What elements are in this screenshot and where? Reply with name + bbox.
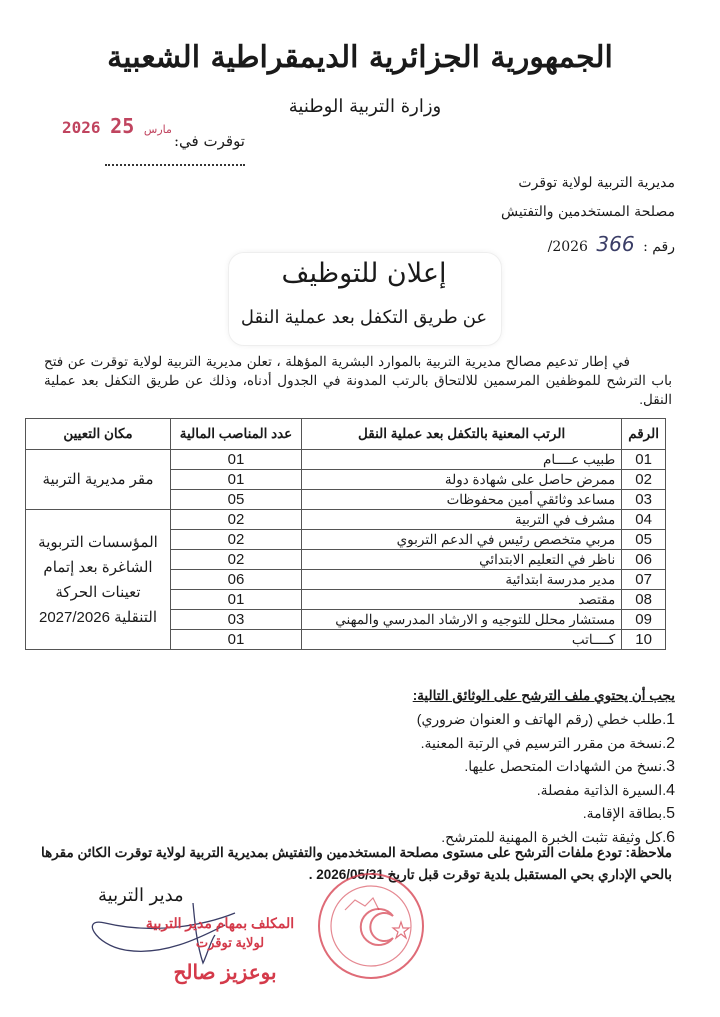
reference-number	[548, 232, 675, 256]
row-count: 01	[171, 630, 302, 650]
row-number: 01	[622, 450, 666, 470]
row-number: 06	[622, 550, 666, 570]
row-place: مقر مديرية التربية	[26, 450, 171, 510]
header-count: عدد المناصب المالية	[171, 419, 302, 450]
stamp-line-1: المكلف بمهام مدير التربية	[145, 915, 295, 931]
date-dotted-line	[105, 154, 245, 166]
requirement-text: نسخة من مقرر الترسيم في الرتبة المعنية.	[420, 734, 663, 751]
row-rank: مربي متخصص رئيس في الدعم التربوي	[302, 530, 622, 550]
directorate-name: مديرية التربية لولاية توقرت	[518, 175, 675, 191]
intro-paragraph: في إطار تدعيم مصالح مديرية التربية بالموارد البشرية المؤهلة ، تعلن مديرية التربية لولاية توقرت عن فتح باب الترشح للموظفين المرسمين للالتحاق بالرتب المدونة في الجدول أدناه، وذلك عن طريق التكفل بعد عملية النقل.	[44, 354, 672, 407]
place-date-label: توقرت في:	[174, 132, 245, 150]
row-rank: مدير مدرسة ابتدائية	[302, 570, 622, 590]
row-count: 02	[171, 510, 302, 530]
header-rank: الرتب المعنية بالتكفل بعد عملية النقل	[302, 419, 622, 450]
row-number: 04	[622, 510, 666, 530]
requirements-list	[417, 708, 675, 849]
table-row	[26, 510, 666, 530]
row-count: 06	[171, 570, 302, 590]
row-number: 05	[622, 530, 666, 550]
row-number: 07	[622, 570, 666, 590]
row-count: 02	[171, 530, 302, 550]
requirement-item	[417, 779, 675, 803]
place-date	[40, 132, 245, 168]
announcement-title: إعلان للتوظيف	[281, 258, 447, 289]
director-title: مدير التربية	[98, 885, 184, 906]
row-number: 02	[622, 470, 666, 490]
requirement-item	[417, 755, 675, 779]
row-place: المؤسسات التربوية الشاغرة بعد إتمام تعينات الحركة التنقلية 2027/2026	[26, 510, 171, 650]
table-row	[26, 450, 666, 470]
requirement-number: 4	[666, 781, 675, 799]
requirement-item	[417, 708, 675, 732]
requirement-separator: .	[662, 805, 667, 821]
ministry-heading: وزارة التربية الوطنية	[288, 96, 442, 117]
official-seal-icon	[315, 870, 427, 982]
stamp-line-2: لولاية توقرت	[195, 935, 265, 950]
requirement-text: كل وثيقة تثبت الخبرة المهنية للمترشح.	[441, 828, 663, 845]
requirement-item	[417, 802, 675, 826]
requirement-number: 6	[666, 828, 675, 846]
row-count: 05	[171, 490, 302, 510]
row-number: 09	[622, 610, 666, 630]
row-count: 02	[171, 550, 302, 570]
requirements-heading: يجب أن يحتوي ملف الترشح على الوثائق التالية:	[412, 688, 675, 703]
date-stamp-day: 25	[110, 114, 135, 138]
row-rank: ناظر في التعليم الابتدائي	[302, 550, 622, 570]
row-rank: مستشار محلل للتوجيه و الارشاد المدرسي والمهني	[302, 610, 622, 630]
ref-year: 2026/	[547, 239, 588, 255]
header-place: مكان التعيين	[26, 419, 171, 450]
row-number: 08	[622, 590, 666, 610]
requirement-separator: .	[662, 711, 667, 727]
requirement-separator: .	[662, 758, 667, 774]
requirement-number: 1	[666, 711, 675, 728]
row-rank: مقتصد	[302, 590, 622, 610]
date-stamp-year: 2026	[62, 118, 101, 137]
row-count: 03	[171, 610, 302, 630]
row-number: 03	[622, 490, 666, 510]
date-stamp-month: مارس	[143, 123, 172, 136]
requirement-item	[417, 732, 675, 756]
announcement-subtitle: عن طريق التكفل بعد عملية النقل	[240, 307, 488, 327]
note-label: ملاحظة:	[625, 845, 672, 860]
row-count: 01	[171, 470, 302, 490]
header-number: الرقم	[622, 419, 666, 450]
row-rank: مساعد وثائقي أمين محفوظات	[302, 490, 622, 510]
note-text: تودع ملفات الترشح على مستوى مصلحة المستخدمين والتفتيش بمديرية التربية لولاية توقرت الكائن مقرها بالحي الإداري بحي المستقبل بلدية توقرت قبل تاريخ 2026/05/31 .	[40, 845, 672, 882]
row-rank: ممرض حاصل على شهادة دولة	[302, 470, 622, 490]
ref-number-handwritten: 366	[596, 232, 635, 256]
positions-table	[25, 418, 666, 650]
row-rank: طبيب عــــام	[302, 450, 622, 470]
requirement-separator: .	[662, 734, 667, 751]
service-name: مصلحة المستخدمين والتفتيش	[501, 204, 675, 220]
requirement-separator: .	[662, 828, 667, 845]
requirement-text: نسخ من الشهادات المتحصل عليها.	[464, 758, 663, 774]
ref-label: رقم :	[643, 239, 675, 255]
requirement-separator: .	[662, 781, 667, 798]
requirement-text: طلب خطي (رقم الهاتف و العنوان ضروري)	[416, 711, 663, 727]
row-rank: مشرف في التربية	[302, 510, 622, 530]
row-count: 01	[171, 450, 302, 470]
republic-heading: الجمهورية الجزائرية الديمقراطية الشعبية	[107, 40, 613, 75]
requirement-number: 2	[666, 734, 675, 752]
table-header-row	[26, 419, 666, 450]
requirement-text: بطاقة الإقامة.	[582, 805, 663, 821]
row-number: 10	[622, 630, 666, 650]
row-rank: كــــاتب	[302, 630, 622, 650]
row-count: 01	[171, 590, 302, 610]
requirement-number: 3	[666, 758, 675, 775]
requirement-number: 5	[666, 805, 675, 822]
requirement-text: السيرة الذاتية مفصلة.	[536, 781, 663, 798]
stamp-name: بوعزيز صالح	[173, 962, 277, 984]
